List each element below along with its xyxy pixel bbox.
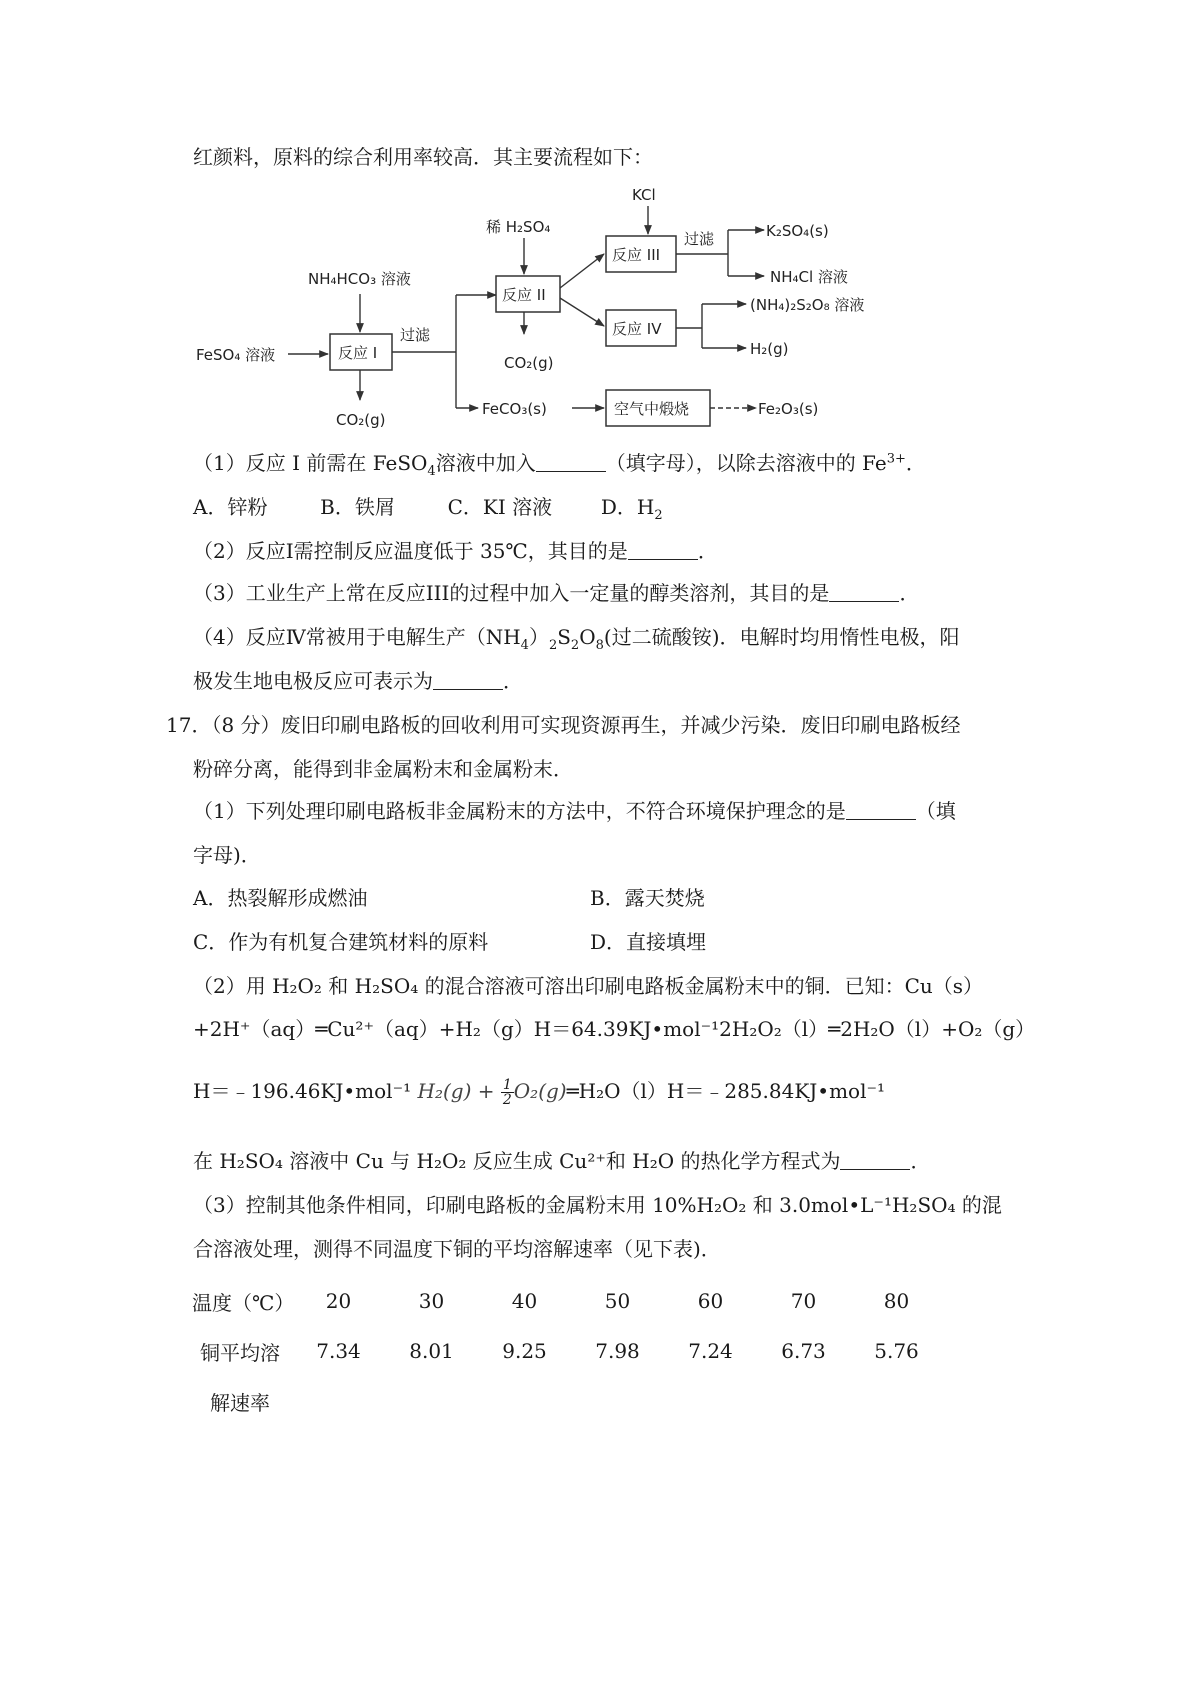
flow-label-persulfate bbox=[750, 296, 864, 314]
flow-label-h2so4 bbox=[486, 218, 550, 236]
q17-option-b: B．露天焚烧 bbox=[590, 886, 705, 910]
fraction-one-half: $\frac{1}{2}$ bbox=[502, 1077, 512, 1108]
answer-blank-q16-2[interactable] bbox=[628, 541, 698, 560]
answer-blank-q16-4[interactable] bbox=[433, 671, 503, 690]
table-cell: 30 bbox=[418, 1289, 445, 1313]
flow-label-feco3 bbox=[482, 400, 547, 418]
q17-part3-line2: 合溶液处理，测得不同温度下铜的平均溶解速率（见下表)． bbox=[193, 1237, 721, 1261]
q17-part1-line1: （1）下列处理印刷电路板非金属粉末的方法中，不符合环境保护理念的是 （填 bbox=[193, 799, 956, 823]
svg-text:FeSO₄ 溶液: FeSO₄ 溶液 bbox=[196, 346, 276, 364]
table-cell: 7.34 bbox=[316, 1339, 361, 1363]
svg-text:FeCO₃(s): FeCO₃(s) bbox=[482, 400, 547, 418]
option-c: C．KI 溶液 bbox=[447, 495, 553, 519]
table-cell: 80 bbox=[883, 1289, 910, 1313]
table-cell: 7.98 bbox=[595, 1339, 640, 1363]
q16-part2: （2）反应Ⅰ需控制反应温度低于 35℃，其目的是 ． bbox=[193, 539, 718, 563]
svg-text:过滤: 过滤 bbox=[400, 326, 431, 344]
q16-part4-line2: 极发生地电极反应可表示为 ． bbox=[193, 669, 523, 693]
table-cell: 6.73 bbox=[781, 1339, 826, 1363]
q17-option-d: D．直接填埋 bbox=[590, 930, 707, 954]
q17-header-line2: 粉碎分离，能得到非金属粉末和金属粉末． bbox=[193, 757, 573, 781]
answer-blank-q17-2[interactable] bbox=[840, 1151, 910, 1170]
table-cell: 60 bbox=[697, 1289, 724, 1313]
q17-part2-line1: （2）用 H₂O₂ 和 H₂SO₄ 的混合溶液可溶出印刷电路板金属粉末中的铜．已知：Cu（s） bbox=[193, 974, 984, 998]
svg-text:过滤: 过滤 bbox=[684, 230, 715, 248]
reaction-1-box bbox=[330, 334, 392, 370]
table-cell: 40 bbox=[511, 1289, 538, 1313]
flow-label-h2 bbox=[750, 340, 789, 358]
flow-label-filter-1 bbox=[400, 326, 431, 344]
calcination-box bbox=[606, 390, 710, 426]
answer-blank-q16-3[interactable] bbox=[829, 583, 899, 602]
q17-option-a: A．热裂解形成燃油 bbox=[193, 886, 368, 910]
table-header-rate-cont: 解速率 bbox=[210, 1390, 270, 1415]
dissolution-rate-table bbox=[192, 1276, 943, 1426]
table-row-temperature bbox=[192, 1276, 943, 1326]
table-cell: 5.76 bbox=[874, 1339, 919, 1363]
intro-text: 红颜料，原料的综合利用率较高．其主要流程如下： bbox=[193, 145, 653, 169]
svg-text:K₂SO₄(s): K₂SO₄(s) bbox=[766, 222, 829, 240]
table-cell: 50 bbox=[604, 1289, 631, 1313]
flow-label-nh4cl bbox=[770, 268, 848, 286]
svg-text:反应 II: 反应 II bbox=[502, 286, 546, 304]
reaction-2-box bbox=[496, 276, 560, 312]
flow-label-co2-2 bbox=[504, 354, 554, 372]
option-a: A．锌粉 bbox=[193, 495, 268, 519]
svg-text:NH₄Cl 溶液: NH₄Cl 溶液 bbox=[770, 268, 848, 286]
svg-text:NH₄HCO₃ 溶液: NH₄HCO₃ 溶液 bbox=[308, 270, 411, 288]
flow-label-filter-3 bbox=[684, 230, 715, 248]
process-flow-diagram bbox=[190, 180, 910, 440]
svg-text:H₂(g): H₂(g) bbox=[750, 340, 789, 358]
flow-label-fe2o3 bbox=[758, 400, 818, 418]
q17-header-line1: 17．（8 分）废旧印刷电路板的回收利用可实现资源再生，并减少污染．废旧印刷电路板经 bbox=[166, 713, 961, 737]
table-cell: 8.01 bbox=[409, 1339, 454, 1363]
equation-image: H₂(g) + $\frac{1}{2}$ O₂(g) bbox=[417, 1077, 567, 1108]
svg-text:Fe₂O₃(s): Fe₂O₃(s) bbox=[758, 400, 819, 418]
q17-part1-line2: 字母)． bbox=[193, 843, 261, 867]
svg-text:CO₂(g): CO₂(g) bbox=[504, 354, 554, 372]
table-cell: 70 bbox=[790, 1289, 817, 1313]
reaction-4-box bbox=[606, 310, 676, 346]
q16-options bbox=[193, 494, 663, 523]
svg-text:KCl: KCl bbox=[632, 186, 656, 204]
svg-text:稀 H₂SO₄: 稀 H₂SO₄ bbox=[486, 218, 551, 236]
q16-part3: （3）工业生产上常在反应III的过程中加入一定量的醇类溶剂，其目的是 ． bbox=[193, 581, 920, 605]
q16-part1: （1）反应 I 前需在 FeSO$_4$溶液中加入 （填字母），以除去溶液中的 $Fe^{3+}$． bbox=[193, 451, 926, 479]
svg-text:反应 I: 反应 I bbox=[338, 344, 378, 362]
table-row-rate bbox=[192, 1326, 943, 1376]
svg-text:CO₂(g): CO₂(g) bbox=[336, 411, 386, 429]
svg-text:空气中煅烧: 空气中煅烧 bbox=[614, 400, 690, 418]
reaction-3-box bbox=[606, 236, 676, 272]
table-header-temperature: 温度（℃） bbox=[192, 1290, 295, 1315]
flow-label-k2so4 bbox=[766, 222, 829, 240]
table-cell: 9.25 bbox=[502, 1339, 547, 1363]
flow-label-nh4hco3 bbox=[308, 270, 411, 288]
svg-text:(NH₄)₂S₂O₈ 溶液: (NH₄)₂S₂O₈ 溶液 bbox=[750, 296, 865, 314]
flow-label-feso4 bbox=[196, 346, 275, 364]
q17-option-c: C．作为有机复合建筑材料的原料 bbox=[193, 930, 489, 954]
q17-part2-line4: 在 H₂SO₄ 溶液中 Cu 与 H₂O₂ 反应生成 Cu²⁺和 H₂O 的热化学方程式为 ． bbox=[193, 1149, 931, 1173]
q16-part4-line1: （4）反应Ⅳ常被用于电解生产$(NH_4)_2S_2O_8$(过二硫酸铵)．电解时均用惰性电极，阳 bbox=[193, 625, 960, 653]
svg-text:反应 III: 反应 III bbox=[612, 246, 661, 264]
table-cell: 20 bbox=[325, 1289, 352, 1313]
table-cell: 7.24 bbox=[688, 1339, 733, 1363]
table-header-rate: 铜平均溶 bbox=[200, 1340, 280, 1365]
q17-part2-line3: H＝﹣196.46KJ•mol⁻¹ H₂(g) + $\frac{1}{2}$ O₂(g)═H₂O（l）H＝﹣285.84KJ•mol⁻¹ bbox=[193, 1077, 886, 1108]
flow-label-co2-1 bbox=[336, 411, 386, 429]
answer-blank-q16-1[interactable] bbox=[536, 453, 606, 472]
q17-part3-line1: （3）控制其他条件相同，印刷电路板的金属粉末用 10%H₂O₂ 和 3.0mol•L⁻¹H₂SO₄ 的混 bbox=[193, 1193, 1002, 1217]
q17-part2-line2: +2H⁺（aq）═Cu²⁺（aq）+H₂（g）H＝64.39KJ•mol⁻¹2H₂O₂（l）═2H₂O（l）+O₂（g） bbox=[193, 1017, 1036, 1041]
option-b: B．铁屑 bbox=[320, 495, 395, 519]
svg-text:反应 IV: 反应 IV bbox=[612, 320, 662, 338]
flow-label-kcl bbox=[632, 186, 656, 204]
option-d: D．$H_2$ bbox=[600, 495, 663, 523]
answer-blank-q17-1[interactable] bbox=[846, 801, 916, 820]
